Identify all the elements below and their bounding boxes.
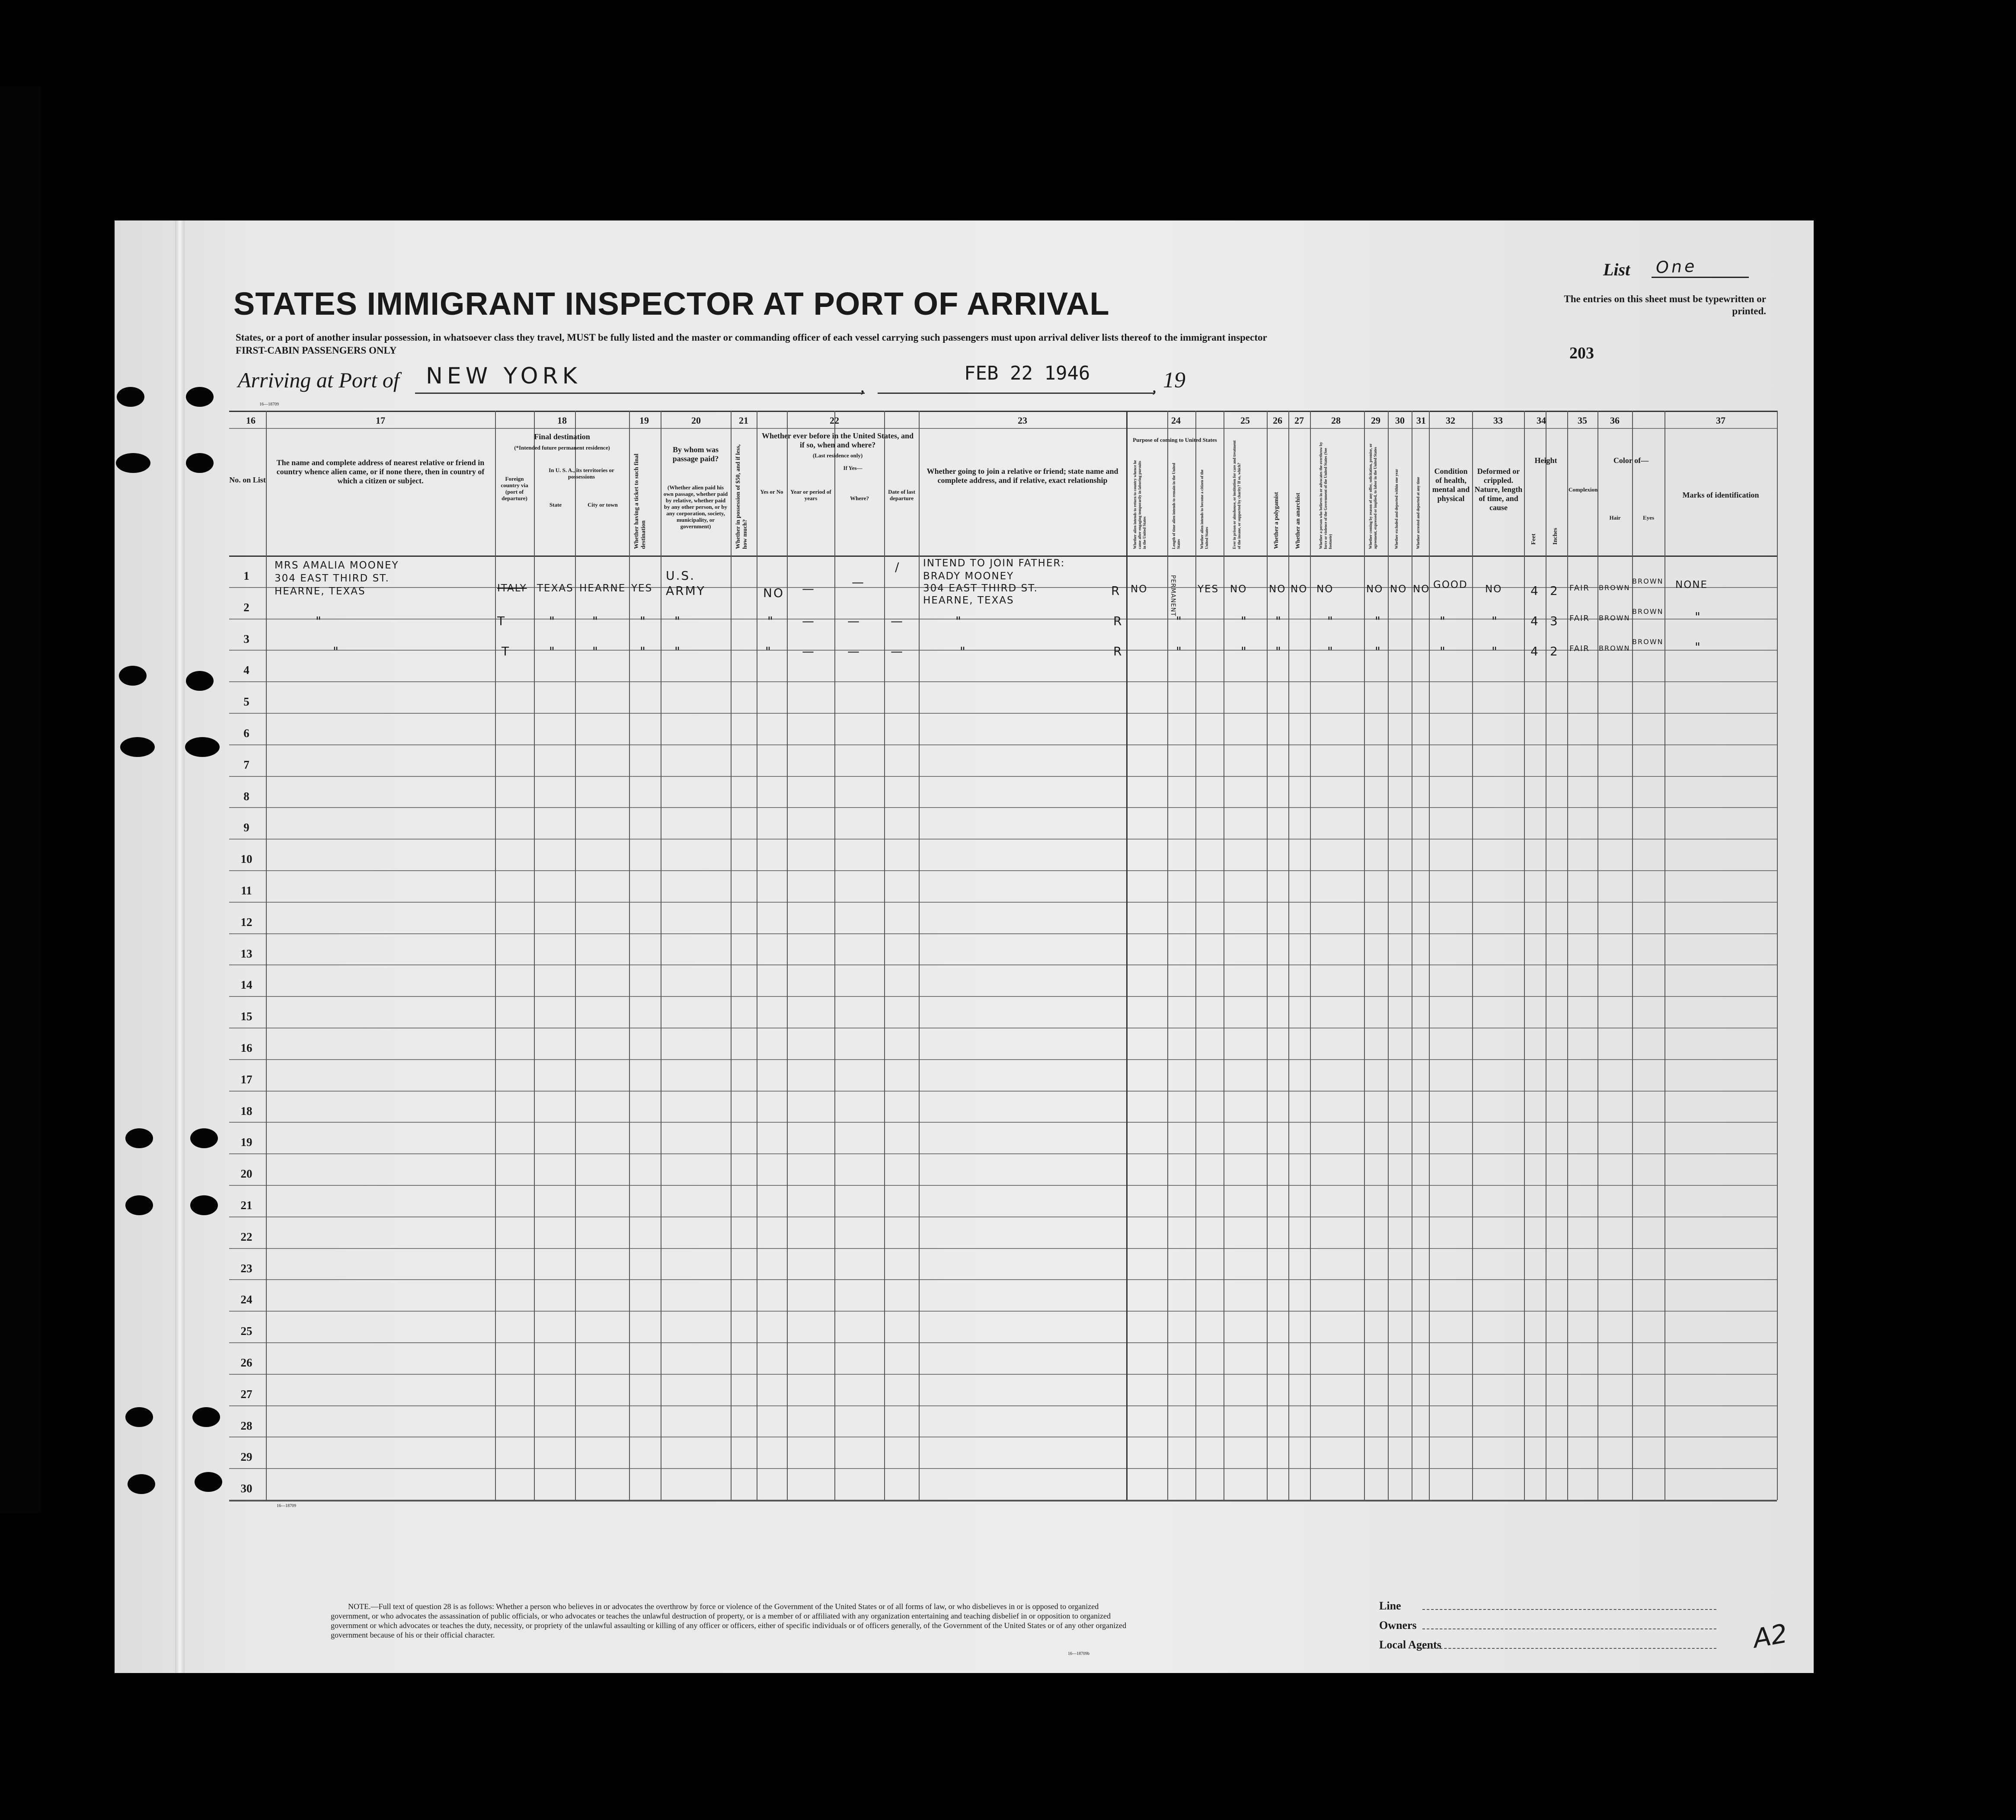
entry-paid-by-line1: U.S. — [666, 568, 696, 583]
row-number: 22 — [240, 1230, 252, 1243]
col-header-if-yes: If Yes— — [843, 465, 863, 471]
entry-ditto: " — [955, 614, 962, 628]
row-rule — [229, 1091, 1777, 1092]
row-rule — [229, 933, 1777, 934]
entry-join-line3: 304 EAST THIRD ST. — [923, 583, 1038, 594]
entry-eyes: BROWN — [1632, 638, 1664, 646]
form-code: 16—18709 — [259, 402, 279, 407]
entry-complexion: FAIR — [1569, 644, 1590, 653]
entry-ditto: " — [765, 644, 772, 658]
entry-ditto: " — [960, 644, 967, 658]
col-header-complexion: Complexion — [1569, 486, 1598, 493]
row-number: 16 — [240, 1041, 252, 1054]
entry-ditto: " — [549, 644, 556, 658]
entry-ditto: " — [316, 614, 323, 628]
row-rule — [229, 713, 1777, 714]
punch-hole — [190, 1128, 218, 1148]
entry-ditto: " — [1492, 614, 1498, 628]
row-number: 14 — [240, 978, 252, 992]
col-header-city: City or town — [588, 501, 618, 508]
col-num-34: 34 — [1537, 415, 1546, 426]
row-rule — [229, 1279, 1777, 1280]
col-num-30: 30 — [1395, 415, 1405, 426]
entry-ditto: " — [1327, 644, 1334, 658]
row-number: 1 — [243, 569, 249, 582]
punch-hole — [125, 1128, 153, 1148]
entry-ditto: T — [502, 644, 511, 658]
entry-inches: 3 — [1550, 614, 1559, 628]
col-header-ticket: Whether having a ticket to such final destination — [633, 453, 647, 549]
col-num-31: 31 — [1416, 415, 1426, 426]
entry-ditto: " — [1375, 644, 1382, 658]
row-number: 10 — [240, 853, 252, 866]
entry-ditto: " — [1275, 614, 1282, 628]
entry-ditto: " — [592, 644, 599, 658]
line-label: Line — [1379, 1600, 1401, 1612]
entries-note: The entries on this sheet must be typewritten or printed. — [1564, 294, 1766, 316]
comma: , — [860, 377, 865, 396]
row-rule — [229, 1500, 1777, 1501]
col-num-17: 17 — [376, 415, 385, 426]
row-rule — [229, 870, 1777, 871]
row-rule — [229, 964, 1777, 965]
entry-city: HEARNE — [579, 583, 626, 594]
col-header-intend-citizen: Whether alien intends to become a citizen of the United States — [1200, 469, 1209, 549]
row-number: 6 — [243, 727, 249, 740]
port-of-arrival: NEW YORK — [426, 363, 581, 389]
arrival-date-stamp: FEB 22 1946 — [964, 362, 1090, 384]
col-num-24: 24 — [1171, 415, 1181, 426]
row-rule — [229, 1374, 1777, 1375]
col-header-color-of: Color of— — [1613, 456, 1649, 465]
col-num-23: 23 — [1018, 415, 1027, 426]
row-rule — [229, 744, 1777, 745]
punch-hole — [125, 1195, 153, 1215]
owners-label: Owners — [1379, 1619, 1417, 1632]
row-rule — [229, 1059, 1777, 1060]
entry-join-line2: BRADY MOONEY — [923, 571, 1014, 582]
margin-annotation: A2 — [1751, 1618, 1790, 1654]
col-num-27: 27 — [1294, 415, 1304, 426]
col-num-20: 20 — [691, 415, 701, 426]
entry-relative-city: HEARNE, TEXAS — [275, 586, 366, 597]
entry-return-mark: R — [1113, 614, 1123, 628]
row-number: 27 — [240, 1387, 252, 1401]
entry-ditto: " — [640, 644, 647, 658]
col-num-18: 18 — [557, 415, 567, 426]
entry-q31: NO — [1413, 584, 1430, 595]
punch-hole — [186, 671, 214, 691]
punch-hole — [185, 737, 220, 757]
punch-hole — [192, 1407, 220, 1427]
col-header-passage-paid: By whom was passage paid? — [672, 445, 719, 463]
entry-relative-street: 304 EAST THIRD ST. — [275, 573, 390, 584]
col-header-final-destination: Final destination — [534, 432, 590, 441]
question-28-footnote: NOTE.—Full text of question 28 is as follows: Whether a person who believes in or advocates the overthrow by force or violence of the Government of the United States or of all forms of law, or who disbelieves in or is opposed to organized government, or who advocates the assassination of public officials, or who advocates or teaches the unlawful destruction of property, or is a member of or affiliated with any organization entertaining and teaching disbelief in or opposition to organized government or which advocates or teaches the duty, necessity, or propriety of the unlawful assaulting or killing of any officer or officers, either of specific individuals or of officers generally, of the Government of the United States or of any other organized government because of his or their official character. — [331, 1602, 1127, 1639]
col-header-return-country: Whether alien intends to return to country whence he came after engaging temporarily in laboring pursuits in the United States — [1133, 460, 1147, 549]
entry-hair: BROWN — [1599, 614, 1630, 622]
entry-inches: 2 — [1550, 584, 1559, 598]
entry-intend-citizen: YES — [1198, 584, 1219, 595]
col-header-final-destination-note: (*Intended future permanent residence) — [514, 444, 610, 451]
col-header-passage-note: (Whether alien paid his own passage, whether paid by relative, whether paid by any other person, or by any corporation, society, municipality, or government) — [663, 484, 728, 530]
entry-ditto: " — [1275, 644, 1282, 658]
entry-ditto: " — [1327, 614, 1334, 628]
entry-relative-name: MRS AMALIA MOONEY — [275, 560, 399, 571]
row-rule — [229, 776, 1777, 777]
entry-q28: NO — [1316, 584, 1334, 595]
row-number: 20 — [240, 1167, 252, 1181]
row-rule — [229, 839, 1777, 840]
punch-hole — [117, 387, 144, 407]
punch-hole — [116, 453, 150, 473]
comma: , — [1152, 377, 1157, 396]
punch-hole — [190, 1195, 218, 1215]
entry-q29: NO — [1366, 584, 1383, 595]
col-header-no-on-list: No. on List — [229, 476, 266, 484]
col-header-years: Year or period of years — [790, 489, 831, 501]
entry-before-us: NO — [763, 586, 784, 600]
row-number: 30 — [240, 1482, 252, 1495]
passenger-class: FIRST-CABIN PASSENGERS ONLY — [236, 345, 397, 356]
entry-complexion: FAIR — [1569, 614, 1590, 623]
entry-dash: — — [802, 614, 815, 628]
col-num-29: 29 — [1371, 415, 1380, 426]
col-num-19: 19 — [639, 415, 649, 426]
row-number: 24 — [240, 1293, 252, 1306]
row-number: 29 — [240, 1450, 252, 1464]
entry-ditto: " — [1176, 644, 1183, 658]
punch-hole — [186, 453, 214, 473]
entry-health: GOOD — [1433, 579, 1468, 591]
punch-hole — [195, 1472, 222, 1492]
col-header-state: State — [549, 501, 562, 508]
line-field — [1422, 1609, 1716, 1610]
row-number: 11 — [241, 884, 252, 897]
entry-inches: 2 — [1550, 644, 1559, 658]
col-header-height: Height — [1534, 456, 1557, 465]
row-number: 8 — [243, 789, 249, 803]
row-number: 3 — [243, 632, 249, 645]
entry-ditto: " — [1440, 644, 1447, 658]
local-agents-field — [1422, 1648, 1716, 1649]
row-rule — [229, 1311, 1777, 1312]
list-value: One — [1655, 256, 1698, 277]
col-header-before-note: (Last residence only) — [812, 452, 863, 459]
row-number: 4 — [243, 664, 249, 677]
entry-ditto: " — [1695, 610, 1702, 624]
entry-marks: NONE — [1675, 579, 1708, 591]
row-number: 17 — [240, 1073, 252, 1086]
entry-dash: — — [891, 614, 904, 628]
entry-ditto: " — [1241, 614, 1248, 628]
entry-ditto: " — [674, 644, 681, 658]
entry-complexion: FAIR — [1569, 584, 1590, 593]
entry-date-departure: / — [895, 560, 901, 574]
col-header-marks: Marks of identification — [1682, 491, 1759, 499]
entry-years: — — [802, 581, 815, 596]
col-header-date-departure: Date of last departure — [888, 489, 915, 501]
entry-dash: — — [847, 644, 861, 658]
list-label: List — [1603, 260, 1630, 279]
col-num-25: 25 — [1240, 415, 1250, 426]
col-num-36: 36 — [1610, 415, 1620, 426]
entry-feet: 4 — [1530, 614, 1540, 628]
entry-ditto: T — [497, 614, 506, 628]
entry-ditto: " — [640, 614, 647, 628]
entry-feet: 4 — [1530, 644, 1540, 658]
entry-dash: — — [891, 644, 904, 658]
col-header-foreign-country: Foreign country via (port of departure) — [501, 476, 528, 501]
col-header-join-relative: Whether going to join a relative or friend; state name and complete address, and if relative, exact relationship — [927, 467, 1118, 485]
instruction-line: States, or a port of another insular possession, in whatsoever class they travel, MUST be fully listed and the master or commanding officer of each vessel carrying such passengers must upon arrival deliver lists thereof to the immigrant inspector — [236, 332, 1267, 343]
col-header-prison: Ever in prison or almshouse, or institution for care and treatment of the insane, or supported by charity? If so, which? — [1232, 440, 1241, 549]
entry-anarchist: NO — [1291, 584, 1308, 595]
row-rule — [229, 807, 1777, 808]
col-header-deformed: Deformed or crippled. Nature, length of time, and cause — [1474, 467, 1523, 512]
col-num-28: 28 — [1331, 415, 1341, 426]
col-header-overthrow: Whether a person who believes in or advocates the overthrow by force or violence of the Government of the United States (See footnote) — [1319, 442, 1332, 549]
entry-where: — — [852, 575, 865, 589]
entry-q30: NO — [1390, 584, 1407, 595]
row-number: 19 — [240, 1136, 252, 1149]
col-num-22: 22 — [830, 415, 839, 426]
row-number: 13 — [240, 947, 252, 960]
row-rule — [229, 1248, 1777, 1249]
entry-feet: 4 — [1530, 584, 1540, 598]
row-number: 7 — [243, 758, 249, 771]
entry-prison: NO — [1230, 584, 1247, 595]
col-header-polygamist: Whether a polygamist — [1273, 492, 1280, 549]
entry-return: NO — [1131, 584, 1148, 595]
punch-hole — [186, 387, 214, 407]
col-header-labor-offer: Whether coming by reason of any offer, solicitation, promise, or agreement, expressed or implied, to labor in the United States — [1368, 444, 1377, 549]
row-rule — [229, 902, 1777, 903]
row-rule — [229, 1153, 1777, 1154]
row-rule — [229, 681, 1777, 682]
entry-polygamist: NO — [1269, 584, 1286, 595]
col-num-33: 33 — [1493, 415, 1503, 426]
row-rule — [229, 1185, 1777, 1186]
col-num-21: 21 — [739, 415, 748, 426]
col-header-fifty-dollars: Whether in possession of $50, and if less, how much? — [735, 444, 748, 549]
punch-hole — [128, 1474, 155, 1494]
entry-return-mark: R — [1111, 584, 1121, 598]
row-rule — [229, 1468, 1777, 1469]
entry-ditto: " — [1176, 614, 1183, 628]
row-number: 5 — [243, 695, 249, 709]
entry-foreign-country-struck: ITALY — [497, 583, 527, 594]
form-code: 16—18709b — [1068, 1651, 1089, 1656]
entry-ditto: " — [674, 614, 681, 628]
film-strip-edge — [0, 86, 41, 1513]
year-prefix: 19 — [1163, 368, 1185, 393]
entry-dash: — — [847, 614, 861, 628]
entry-join-line1: INTEND TO JOIN FATHER: — [923, 558, 1065, 569]
entry-ditto: " — [1241, 644, 1248, 658]
col-header-eyes: Eyes — [1643, 514, 1654, 521]
arriving-label: Arriving at Port of — [238, 368, 399, 392]
punch-hole — [119, 666, 147, 686]
entry-eyes: BROWN — [1632, 577, 1664, 585]
entry-deformed: NO — [1485, 584, 1502, 595]
manifest-table — [229, 411, 1777, 1517]
col-num-35: 35 — [1578, 415, 1587, 426]
local-agents-label: Local Agents — [1379, 1638, 1441, 1651]
punch-hole — [120, 737, 155, 757]
row-number: 15 — [240, 1010, 252, 1023]
col-header-health: Condition of health, mental and physical — [1432, 467, 1470, 503]
col-header-usa: In U. S. A., its territories or possessions — [549, 467, 614, 480]
entry-ditto: " — [549, 614, 556, 628]
col-header-length-of-stay: Length of time alien intends to remain in the United States — [1172, 463, 1181, 549]
col-header-purpose: Purpose of coming to United States — [1133, 437, 1217, 443]
col-header-deported: Whether arrested and deported at any time — [1416, 477, 1420, 549]
entry-ticket: YES — [631, 583, 653, 594]
sheet-number: 203 — [1569, 344, 1594, 362]
col-header-feet: Feet — [1530, 533, 1537, 545]
row-number: 2 — [243, 600, 249, 614]
entry-paid-by-line2: ARMY — [666, 584, 706, 598]
entry-length-of-stay: PERMANENT — [1169, 575, 1176, 617]
col-num-37: 37 — [1716, 415, 1725, 426]
entry-state: TEXAS — [537, 583, 574, 594]
row-rule — [229, 996, 1777, 997]
entry-ditto: " — [1695, 640, 1702, 654]
row-number: 25 — [240, 1325, 252, 1338]
col-header-inches: Inches — [1552, 528, 1559, 545]
owners-field — [1422, 1628, 1716, 1629]
punch-hole — [125, 1407, 153, 1427]
col-header-before-in-us: Whether ever before in the United States, and if so, when and where? — [762, 431, 914, 449]
col-header-yes-no: Yes or No — [760, 489, 783, 495]
list-underline — [1652, 277, 1749, 278]
entry-eyes: BROWN — [1632, 607, 1664, 616]
form-code: 16—18709 — [277, 1504, 296, 1508]
entry-ditto: " — [767, 614, 774, 628]
col-num-32: 32 — [1446, 415, 1455, 426]
col-header-excluded: Whether excluded and deported within one year — [1394, 469, 1399, 549]
col-header-relative: The name and complete address of nearest relative or friend in country whence alien came, or if none there, then in country of which a citizen or subject. — [276, 458, 485, 485]
row-number: 12 — [240, 915, 252, 929]
row-rule — [229, 1122, 1777, 1123]
entry-return-mark: R — [1113, 644, 1123, 658]
entry-join-line4: HEARNE, TEXAS — [923, 595, 1014, 606]
col-num-26: 26 — [1273, 415, 1282, 426]
entry-ditto: " — [333, 644, 340, 658]
col-header-where: Where? — [850, 495, 869, 501]
entry-dash: — — [802, 644, 815, 658]
entry-ditto: " — [592, 614, 599, 628]
row-number: 18 — [240, 1104, 252, 1118]
col-header-anarchist: Whether an anarchist — [1295, 492, 1301, 549]
port-underline — [415, 393, 865, 394]
row-number: 26 — [240, 1356, 252, 1369]
entry-ditto: " — [1440, 614, 1447, 628]
entry-hair: BROWN — [1599, 584, 1630, 592]
entry-ditto: " — [1492, 644, 1498, 658]
row-number: 23 — [240, 1261, 252, 1275]
row-rule — [229, 1342, 1777, 1343]
row-number: 21 — [240, 1199, 252, 1212]
col-num-16: 16 — [246, 415, 256, 426]
row-rule — [229, 1405, 1777, 1406]
binding-fold — [175, 220, 185, 1673]
entry-hair: BROWN — [1599, 644, 1630, 652]
entry-ditto: " — [1375, 614, 1382, 628]
row-rule — [229, 650, 1777, 651]
date-underline — [878, 393, 1154, 394]
col-header-hair: Hair — [1609, 514, 1621, 521]
row-number: 9 — [243, 821, 249, 834]
form-title: STATES IMMIGRANT INSPECTOR AT PORT OF ARRIVAL — [233, 286, 1110, 322]
row-number: 28 — [240, 1419, 252, 1432]
